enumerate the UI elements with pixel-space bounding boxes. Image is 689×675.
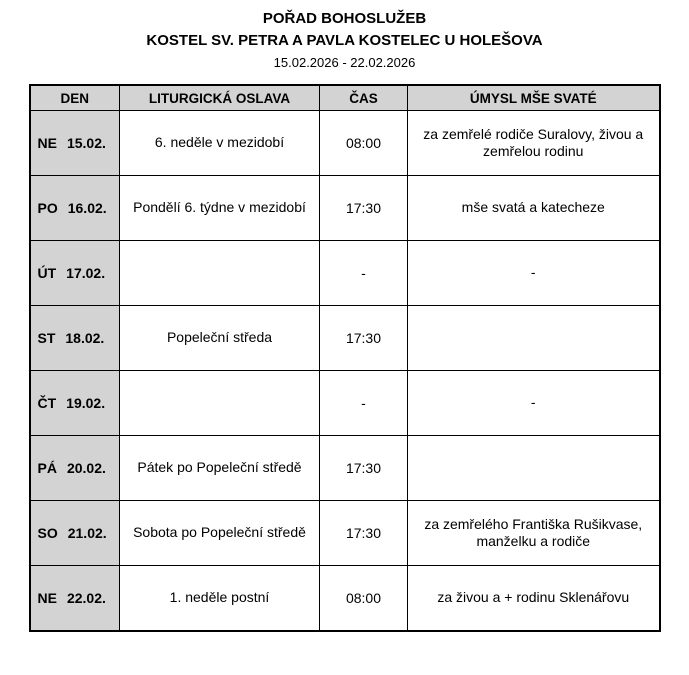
column-header-day: DEN bbox=[30, 85, 120, 111]
day-date: 17.02. bbox=[66, 265, 106, 281]
table-row bbox=[30, 241, 660, 306]
intention-cell: - bbox=[408, 241, 660, 306]
celebration-cell bbox=[120, 371, 320, 436]
day-cell bbox=[30, 371, 120, 436]
time-cell: 17:30 bbox=[320, 306, 408, 371]
time-cell: 17:30 bbox=[320, 501, 408, 566]
church-name: KOSTEL SV. PETRA A PAVLA KOSTELEC U HOLEŠOVA bbox=[146, 32, 543, 49]
intention-cell: - bbox=[408, 371, 660, 436]
day-cell bbox=[30, 501, 120, 566]
day-abbr: ČT bbox=[37, 395, 57, 411]
document-title: POŘAD BOHOSLUŽEB bbox=[262, 10, 427, 27]
celebration-cell bbox=[120, 241, 320, 306]
column-header-time: ČAS bbox=[320, 85, 408, 111]
column-header-intention: ÚMYSL MŠE SVATÉ bbox=[408, 85, 660, 111]
day-abbr: ST bbox=[37, 330, 56, 346]
intention-cell: za zemřelého Františka Rušikvase, manželku a rodiče bbox=[408, 501, 660, 566]
table-row bbox=[30, 176, 660, 241]
day-abbr: ÚT bbox=[37, 265, 57, 281]
date-range: 15.02.2026 - 22.02.2026 bbox=[273, 55, 416, 70]
day-date: 21.02. bbox=[67, 525, 107, 541]
day-abbr: PÁ bbox=[37, 460, 57, 476]
day-cell bbox=[30, 566, 120, 631]
intention-cell bbox=[408, 306, 660, 371]
schedule-body bbox=[30, 111, 660, 631]
intention-cell: za zemřelé rodiče Suralovy, živou a zemřelou rodinu bbox=[408, 111, 660, 176]
table-row bbox=[30, 306, 660, 371]
day-cell bbox=[30, 306, 120, 371]
table-row bbox=[30, 111, 660, 176]
header-row bbox=[30, 85, 660, 111]
day-abbr: SO bbox=[37, 525, 58, 541]
table-row bbox=[30, 371, 660, 436]
celebration-cell: Pátek po Popeleční středě bbox=[120, 436, 320, 501]
day-abbr: NE bbox=[37, 589, 57, 606]
day-cell bbox=[30, 176, 120, 241]
day-abbr: PO bbox=[37, 200, 58, 216]
day-date: 22.02. bbox=[66, 589, 106, 606]
intention-cell: za živou a + rodinu Sklenářovu bbox=[408, 566, 660, 631]
day-date: 16.02. bbox=[67, 200, 107, 216]
column-header-celebration: LITURGICKÁ OSLAVA bbox=[120, 85, 320, 111]
day-abbr: NE bbox=[37, 135, 57, 151]
intention-cell bbox=[408, 436, 660, 501]
time-cell: - bbox=[320, 371, 408, 436]
celebration-cell: 6. neděle v mezidobí bbox=[120, 111, 320, 176]
day-cell bbox=[30, 436, 120, 501]
time-cell: 17:30 bbox=[320, 436, 408, 501]
document-header bbox=[0, 10, 689, 70]
intention-cell: mše svatá a katecheze bbox=[408, 176, 660, 241]
day-date: 15.02. bbox=[66, 135, 106, 151]
table-row bbox=[30, 501, 660, 566]
celebration-cell: Sobota po Popeleční středě bbox=[120, 501, 320, 566]
day-date: 19.02. bbox=[66, 395, 106, 411]
time-cell: 08:00 bbox=[320, 111, 408, 176]
day-cell bbox=[30, 241, 120, 306]
schedule-table bbox=[29, 84, 661, 632]
table-row bbox=[30, 566, 660, 631]
time-cell: 17:30 bbox=[320, 176, 408, 241]
day-cell bbox=[30, 111, 120, 176]
table-row bbox=[30, 436, 660, 501]
day-date: 20.02. bbox=[66, 460, 106, 476]
celebration-cell: Pondělí 6. týdne v mezidobí bbox=[120, 176, 320, 241]
celebration-cell: 1. neděle postní bbox=[120, 566, 320, 631]
day-date: 18.02. bbox=[65, 330, 105, 346]
time-cell: - bbox=[320, 241, 408, 306]
celebration-cell: Popeleční středa bbox=[120, 306, 320, 371]
time-cell: 08:00 bbox=[320, 566, 408, 631]
